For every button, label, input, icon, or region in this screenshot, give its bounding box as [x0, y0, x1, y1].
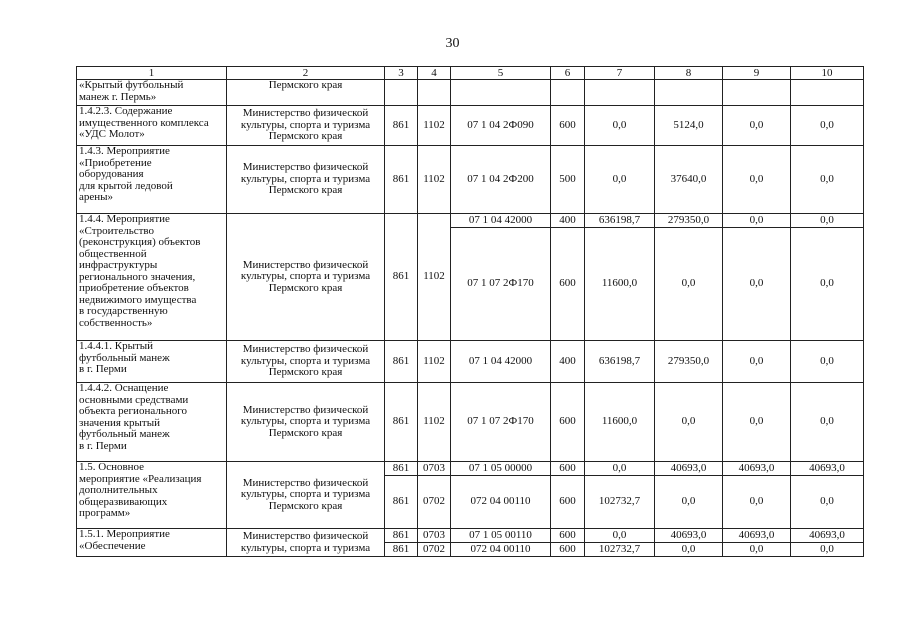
item-name-line: (реконструкция) объектов — [79, 236, 201, 248]
table-row — [77, 80, 864, 106]
expense-type-cell: 600 — [551, 476, 585, 529]
target-article-cell: 07 1 04 42000 — [451, 341, 551, 383]
amount-col8-cell: 37640,0 — [655, 146, 723, 214]
item-name-cell — [77, 146, 227, 214]
administrator-line: Министерство физической — [242, 476, 369, 489]
item-name-line: 1.4.2.3. Содержание — [79, 105, 173, 117]
item-name-line: «Обеспечение — [79, 539, 146, 552]
amount-col7-cell: 636198,7 — [585, 341, 655, 383]
item-name-cell — [77, 462, 227, 529]
amount-col8-cell: 40693,0 — [655, 462, 723, 476]
administrator-cell — [227, 106, 385, 146]
amount-col7-cell: 11600,0 — [585, 228, 655, 341]
empty-cell — [791, 80, 864, 106]
expense-type-cell: 600 — [551, 462, 585, 476]
amount-col7-cell: 0,0 — [585, 462, 655, 476]
amount-col9-cell: 0,0 — [723, 146, 791, 214]
grbs-code-cell: 861 — [385, 529, 418, 543]
amount-col7-cell: 0,0 — [585, 106, 655, 146]
amount-col9-cell: 0,0 — [723, 106, 791, 146]
amount-col8-cell: 0,0 — [655, 228, 723, 341]
target-article-cell: 07 1 07 2Ф170 — [451, 228, 551, 341]
amount-col7-cell: 11600,0 — [585, 383, 655, 462]
administrator-line: культуры, спорта и туризма — [240, 541, 371, 554]
expense-type-cell: 600 — [551, 228, 585, 341]
column-number-row — [77, 67, 864, 80]
amount-col8-cell: 0,0 — [655, 476, 723, 529]
amount-col7-cell: 0,0 — [585, 529, 655, 543]
amount-col10-cell: 0,0 — [791, 214, 864, 228]
administrator-line: культуры, спорта и туризма — [240, 488, 371, 501]
amount-col8-cell: 0,0 — [655, 543, 723, 557]
column-header: 1 — [77, 67, 227, 80]
administrator-line: Министерство физической — [242, 530, 369, 542]
expense-type-cell: 600 — [551, 529, 585, 543]
amount-col9-cell: 40693,0 — [723, 462, 791, 476]
amount-col7-cell: 0,0 — [585, 146, 655, 214]
item-name-line: для крытой ледовой — [79, 179, 173, 192]
grbs-code-cell: 861 — [385, 543, 418, 557]
item-name-line: общественной — [79, 247, 147, 260]
item-name-line: оборудования — [79, 168, 144, 180]
administrator-line: Министерство физической — [242, 107, 369, 120]
empty-cell — [418, 80, 451, 106]
amount-col9-cell: 0,0 — [723, 383, 791, 462]
table-row — [77, 383, 864, 462]
table-row — [77, 146, 864, 214]
section-code-cell: 1102 — [418, 146, 451, 214]
item-name-cell — [77, 106, 227, 146]
amount-col9-cell: 0,0 — [723, 543, 791, 557]
section-code-cell: 1102 — [418, 341, 451, 383]
grbs-code-cell: 861 — [385, 383, 418, 462]
target-article-cell: 07 1 05 00000 — [451, 462, 551, 476]
item-name-line: арены» — [79, 191, 114, 203]
grbs-code-cell: 861 — [385, 476, 418, 529]
amount-col10-cell: 0,0 — [791, 543, 864, 557]
administrator-line: Пермского края — [268, 499, 343, 512]
amount-col9-cell: 0,0 — [723, 476, 791, 529]
item-name-line: собственность» — [79, 316, 153, 329]
item-name-line: «УДС Молот» — [79, 128, 145, 140]
administrator-cell — [227, 80, 385, 106]
item-name-line: 1.4.4.2. Оснащение — [79, 382, 169, 394]
item-name-line: в г. Перми — [79, 439, 127, 452]
empty-cell — [655, 80, 723, 106]
item-name-line: 1.5. Основное — [79, 461, 145, 473]
table-row — [77, 529, 864, 543]
amount-col10-cell: 0,0 — [791, 383, 864, 462]
item-name-cell — [77, 80, 227, 106]
table-row — [77, 106, 864, 146]
item-name-cell — [77, 383, 227, 462]
amount-col10-cell: 0,0 — [791, 341, 864, 383]
amount-col10-cell: 0,0 — [791, 106, 864, 146]
target-article-cell: 072 04 00110 — [451, 476, 551, 529]
item-name-line: 1.4.3. Мероприятие — [79, 145, 170, 157]
target-article-cell: 07 1 05 00110 — [451, 529, 551, 543]
expense-type-cell: 600 — [551, 383, 585, 462]
item-name-line: в государственную — [79, 305, 168, 317]
item-name-line: 1.5.1. Мероприятие — [79, 528, 170, 540]
item-name-line: 1.4.4.1. Крытый — [79, 340, 154, 352]
amount-col10-cell: 40693,0 — [791, 529, 864, 543]
page-number: 30 — [445, 36, 460, 51]
administrator-line: Министерство физической — [242, 258, 369, 271]
amount-col8-cell: 40693,0 — [655, 529, 723, 543]
table-row — [77, 341, 864, 383]
section-code-cell: 1102 — [418, 383, 451, 462]
amount-col9-cell: 0,0 — [723, 341, 791, 383]
item-name-line: приобретение объектов — [79, 282, 189, 294]
amount-col7-cell: 636198,7 — [585, 214, 655, 228]
amount-col10-cell: 0,0 — [791, 146, 864, 214]
item-name-line: регионального значения, — [79, 270, 196, 283]
amount-col9-cell: 40693,0 — [723, 529, 791, 543]
amount-col8-cell: 279350,0 — [655, 214, 723, 228]
administrator-line: культуры, спорта и туризма — [240, 415, 371, 428]
administrator-line: Пермского края — [268, 426, 343, 439]
amount-col10-cell: 0,0 — [791, 228, 864, 341]
empty-cell — [551, 80, 585, 106]
budget-table — [76, 66, 864, 557]
target-article-cell: 07 1 04 2Ф200 — [451, 146, 551, 214]
item-name-line: дополнительных — [79, 484, 158, 496]
column-header: 7 — [585, 67, 655, 80]
column-header: 10 — [791, 67, 864, 80]
administrator-line: культуры, спорта и туризма — [240, 354, 371, 367]
table-row — [77, 462, 864, 476]
administrator-line: Министерство физической — [242, 161, 369, 174]
column-header: 4 — [418, 67, 451, 80]
empty-cell — [451, 80, 551, 106]
expense-type-cell: 600 — [551, 106, 585, 146]
item-name-line: 1.4.4. Мероприятие — [79, 213, 170, 225]
expense-type-cell: 600 — [551, 543, 585, 557]
column-header: 5 — [451, 67, 551, 80]
grbs-code-cell: 861 — [385, 462, 418, 476]
item-name-line: инфраструктуры — [79, 259, 158, 271]
expense-type-cell: 400 — [551, 341, 585, 383]
target-article-cell: 07 1 04 42000 — [451, 214, 551, 228]
expense-type-cell: 500 — [551, 146, 585, 214]
administrator-line: Пермского края — [268, 281, 343, 294]
amount-col9-cell: 0,0 — [723, 228, 791, 341]
administrator-cell — [227, 214, 385, 341]
column-header: 3 — [385, 67, 418, 80]
administrator-cell — [227, 146, 385, 214]
item-name-line: футбольный манеж — [79, 351, 170, 364]
section-code-cell: 0703 — [418, 529, 451, 543]
administrator-cell — [227, 341, 385, 383]
item-name-cell — [77, 341, 227, 383]
administrator-line: Пермского края — [268, 79, 343, 91]
administrator-cell — [227, 462, 385, 529]
section-code-cell: 1102 — [418, 106, 451, 146]
item-name-line: «Крытый футбольный — [79, 79, 184, 91]
amount-col8-cell: 5124,0 — [655, 106, 723, 146]
item-name-line: общеразвивающих — [79, 495, 168, 508]
administrator-line: Пермского края — [268, 366, 343, 379]
item-name-line: имущественного комплекса — [79, 116, 209, 129]
item-name-line: значения крытый — [79, 416, 160, 429]
item-name-line: манеж г. Пермь» — [79, 90, 157, 103]
empty-cell — [723, 80, 791, 106]
column-header: 6 — [551, 67, 585, 80]
administrator-line: Пермского края — [268, 130, 343, 143]
amount-col8-cell: 0,0 — [655, 383, 723, 462]
expense-type-cell: 400 — [551, 214, 585, 228]
grbs-code-cell: 861 — [385, 214, 418, 341]
item-name-cell — [77, 529, 227, 557]
item-name-line: футбольный манеж — [79, 428, 170, 440]
section-code-cell: 0702 — [418, 476, 451, 529]
amount-col7-cell: 102732,7 — [585, 476, 655, 529]
section-code-cell: 0702 — [418, 543, 451, 557]
target-article-cell: 07 1 04 2Ф090 — [451, 106, 551, 146]
administrator-cell — [227, 529, 385, 557]
amount-col10-cell: 0,0 — [791, 476, 864, 529]
column-header: 9 — [723, 67, 791, 80]
section-code-cell: 0703 — [418, 462, 451, 476]
administrator-line: Министерство физической — [242, 343, 369, 356]
amount-col8-cell: 279350,0 — [655, 341, 723, 383]
target-article-cell: 072 04 00110 — [451, 543, 551, 557]
grbs-code-cell: 861 — [385, 146, 418, 214]
item-name-line: в г. Перми — [79, 363, 127, 375]
empty-cell — [585, 80, 655, 106]
item-name-line: объекта регионального — [79, 405, 187, 417]
amount-col10-cell: 40693,0 — [791, 462, 864, 476]
item-name-line: недвижимого имущества — [79, 293, 197, 306]
administrator-line: культуры, спорта и туризма — [240, 172, 371, 185]
amount-col9-cell: 0,0 — [723, 214, 791, 228]
item-name-cell — [77, 214, 227, 341]
column-header: 8 — [655, 67, 723, 80]
grbs-code-cell: 861 — [385, 341, 418, 383]
empty-cell — [385, 80, 418, 106]
section-code-cell: 1102 — [418, 214, 451, 341]
column-header: 2 — [227, 67, 385, 80]
administrator-cell — [227, 383, 385, 462]
item-name-line: программ» — [79, 507, 131, 519]
target-article-cell: 07 1 07 2Ф170 — [451, 383, 551, 462]
administrator-line: Министерство физической — [242, 403, 369, 416]
item-name-line: «Приобретение — [79, 156, 152, 169]
grbs-code-cell: 861 — [385, 106, 418, 146]
item-name-line: основными средствами — [79, 393, 189, 406]
administrator-line: Пермского края — [268, 184, 343, 197]
table-row — [77, 214, 864, 228]
administrator-line: культуры, спорта и туризма — [240, 118, 371, 131]
item-name-line: «Строительство — [79, 224, 155, 237]
amount-col7-cell: 102732,7 — [585, 543, 655, 557]
item-name-line: мероприятие «Реализация — [79, 472, 202, 485]
administrator-line: культуры, спорта и туризма — [240, 270, 371, 283]
